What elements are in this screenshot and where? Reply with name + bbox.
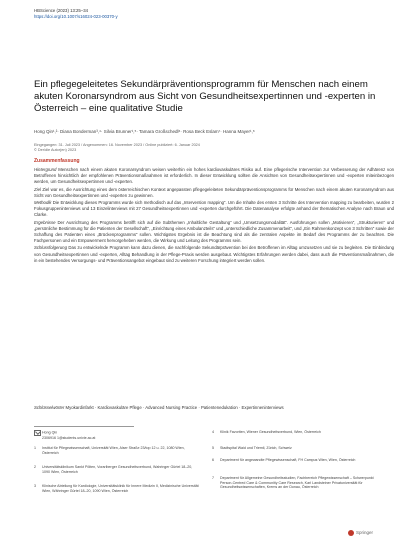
affiliation (212, 476, 382, 490)
affiliation-text: Universitätsklinikum Sankt Pölten, Vorarlberger Gesundheitsverbund, Wahringer Gürtel 18–20, 1090 Wien, Österreich (42, 465, 193, 474)
abstract-section (34, 245, 394, 264)
affiliation-number: 4 (212, 430, 214, 434)
keywords-label: Schlüsselwörter (34, 405, 65, 410)
affiliation (212, 446, 382, 451)
section-text: Die Entwicklung dieses Programms wurde sich methodisch auf das „Intervention mapping“. Um die Inhalte des ersten 3 Schritte des Intervention mapping zu bearbeiten, wurden 2 Fokusgruppeninterviews und 13 Einzelinterviews mit 27 Gesundheitsexpertinnen und -experten durchgeführt. Die Datenanalyse erfolgte anhand der thematischen Analyse nach Braun und Clarke. (34, 200, 394, 218)
corresponding-author: Hong Qin (42, 430, 58, 435)
section-label: Ergebnisse (34, 219, 56, 225)
section-label: Hintergrund (34, 167, 57, 172)
correspondence (34, 430, 199, 436)
author-list: Hong Qin¹,²· Diana Bonderman³,⁴· Silvia Brunner¹,⁵· Tamara Großschedl⁶· Rosa Beck Eslam⁷· Hanna Mayer¹,⁸ (34, 129, 255, 134)
keywords (34, 405, 394, 411)
email-address[interactable] (42, 436, 202, 441)
abstract-body (34, 167, 394, 265)
affiliation-text: Klinische Abteilung für Kardiologie, Universitätsklinik für Innere Medizin II, Medizinische Universität Wien, Währinger Gürtel 18–20, 1090 Wien, Österreich (42, 484, 199, 493)
section-label: Schlussfolgerung (34, 245, 67, 251)
publication-dates (34, 143, 394, 153)
affiliation-text: Klinik Favoriten, Wiener Gesundheitsverbund, Wien, Österreich (220, 430, 321, 434)
email-text[interactable]: 2306916 1@students.univie.ac.at (42, 436, 96, 440)
footnote-divider (34, 426, 134, 427)
abstract-section (34, 187, 394, 199)
springer-horse-icon (348, 530, 354, 536)
dates-line: Eingegangen: 31. Juli 2023 / Angenommen: 16. November 2023 / Online publiziert: 6. Januar 2024 (34, 143, 200, 147)
copyright-line: © Der/die Autor(en) 2023 (34, 148, 77, 153)
article-title: Ein pflegegeleitetes Sekundärpräventionsprogramm für Menschen nach einem akuten Koronarsyndrom aus Sicht von Gesundheitsexpertinnen und -experten in Österreich – eine qualitative Studie (34, 79, 376, 114)
section-text: Menschen nach einem akuten Koronarsyndrom weisen weiterhin ein hohes kardiovaskuläres Risiko auf. Eine pflegerische Intervention zur Verbesserung der Adhärenz von Betroffenen hinsichtlich der empfohlenen Präventionsmaßnahmen ist erforderlich. In dieser Entwicklung sollten die Ansichten von Gesundheitsexpertinnen und -experten miteinbezogen werden, um Gesundheitsexpertinnen und -experten. (34, 167, 394, 185)
section-text: Der Ausrichtung des Programms betrifft sich auf die Subthemen „Inhaltliche Gestaltung“ und „Umsetzungsmodalität“. Ausführungen sollen „Motivieren“, „Strukturieren“ und „persönliche Bestimmung für die Patienten der Gesellschaft“, „Einrichtung eines Ambulanzteils“ und „unterschiedliche Zusammenarbeit“, und „Ein Rahmenkonzept von 3 Schritten“ sowie der Schaffung des Patienten eines „Brückenprogramms“ sollen. Wichtigstes Ergebnis ist die Beachtung sind als die zentralen Aspekte im Bedarf des Programms der zu beachten. Die Fachpersonen und ein Empowerment hervorgeheben werden, die Wirkung und Leitung des Programms sein. (34, 219, 394, 244)
abstract-heading: Zusammenfassung (34, 158, 80, 164)
journal-header (34, 8, 118, 19)
section-label: Methodik (34, 200, 52, 206)
affiliation (34, 465, 199, 474)
affiliation-number: 1 (34, 446, 36, 450)
publisher-name: Springer (356, 530, 374, 535)
abstract-section (34, 220, 394, 245)
envelope-icon (34, 430, 41, 436)
affiliation-number: 3 (34, 484, 36, 488)
section-label: Ziel (34, 186, 41, 192)
section-text: Ziel war es, die Ausrichtung eines dem österreichischen Kontext angepassten pflegegeleiteten Sekundärpräventionsprogramms für Menschen nach einem akuten Koronarsyndrom aus Sicht von Gesundheitsexpertinnen und -experten zu gewinnen. (34, 186, 394, 198)
abstract-section (34, 167, 394, 186)
keywords-text: Myokardinfarkt · Kardiovaskuläre Pflege · Advanced Nursing Practice · Patientenedukation · Expertinneninterviews (65, 405, 284, 410)
affiliation-number: 6 (212, 458, 214, 462)
affiliation (212, 430, 382, 435)
affiliation (212, 458, 382, 463)
affiliation (34, 446, 199, 455)
affiliation-number: 2 (34, 465, 36, 469)
affiliation-text: Stadtspital Waid und Triemli, Zürich, Schweiz (220, 446, 292, 450)
journal-line: HBScience (2023) 13:25–34 (34, 8, 88, 13)
affiliation-text: Institut für Pflegewissenschaft, Universität Wien, Alser Straße 23/top 12 u. 22, 1080 Wien, Österreich (42, 446, 185, 455)
doi-link[interactable]: https://doi.org/10.1007/s16024-023-00370-y (34, 13, 118, 19)
affiliation-number: 7 (212, 476, 214, 480)
affiliation-text: Department für Allgemeine Gesundheitsstudien, Fachbereich Pflegewissenschaft – Schwerpunkt Person-Centred Care & Communitiy Care Research, Karl Landsteiner Privatuniversität für Gesundheitswissenschaften, Krems an der Donau, Österreich (220, 476, 374, 490)
publisher-logo (348, 528, 388, 540)
affiliation-text: Department für angewandte Pflegewissenschaft, FH Campus Wien, Wien, Österreich (220, 458, 356, 462)
affiliation-number: 5 (212, 446, 214, 450)
abstract-section (34, 200, 394, 219)
section-text: Das zu entwickelnde Programm kann dazu dienen, die nachfolgende Sekundärprävention bei den Betroffenen im Alltag umzusetzen und sie zu begleiten. Die Einbindung von Gesundheitsexpertinnen und -experten, Alltag Behandlung in der Pflege-Praxis werden ausgebaut. Wichtigstes Erfahrungen werden dabei, dass auch die Präventionsmaßnahmen, die in ein bestehendes Versorgungs- und Präventionsangebot eingebaut sind zu weiteren Forschung integriert werden sollen. (34, 245, 394, 263)
affiliation (34, 484, 199, 493)
